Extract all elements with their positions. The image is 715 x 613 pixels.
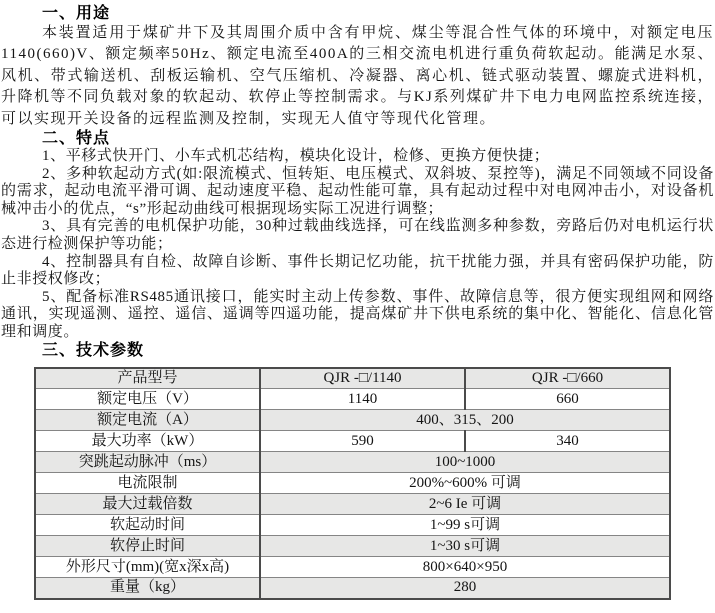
feature-item-2: 2、多种软起动方式(如:限流模式、恒转矩、电压模式、双斜坡、泵控等)，满足不同领域不同设备的需求，起动电流平滑可调、起动速度平稳、起动性能可靠，具有起动过程中对电网冲击小，对设备机械冲击小的优点，“s”形起动曲线可根据现场实际工况进行调整； <box>1 165 714 217</box>
spec-value: 200%~600% 可调 <box>260 473 670 494</box>
feature-item-3: 3、具有完善的电机保护功能，30种过载曲线选择，可在线监测多种参数，旁路后仍对电机运行状态进行检测保护等功能； <box>1 218 714 252</box>
spec-value: 100~1000 <box>260 452 670 473</box>
feature-item-1: 1、平移式快开门、小车式机芯结构，模块化设计，检修、更换方便快捷； <box>42 148 550 165</box>
spec-value: 800×640×950 <box>260 557 670 578</box>
specs-heading: 三、技术参数 <box>42 341 145 359</box>
spec-value: 660 <box>465 389 670 410</box>
spec-label: 最大功率（kW） <box>35 431 260 452</box>
spec-value: 1140 <box>260 389 465 410</box>
spec-row-rated-current <box>35 410 670 431</box>
spec-row-model <box>35 368 670 389</box>
spec-label: 最大过载倍数 <box>35 494 260 515</box>
spec-label: 重量（kg） <box>35 578 260 599</box>
spec-value: QJR -□/660 <box>465 368 670 389</box>
spec-row-max-overload <box>35 494 670 515</box>
spec-row-max-power <box>35 431 670 452</box>
specs-table <box>34 367 671 600</box>
spec-label: 额定电流（A） <box>35 410 260 431</box>
feature-item-4: 4、控制器具有自检、故障自诊断、事件长期记忆功能，抗干扰能力强，并具有密码保护功能，防止非授权修改； <box>1 253 714 288</box>
spec-label: 额定电压（V） <box>35 389 260 410</box>
feature-item-5: 5、配备标准RS485通讯接口，能实时主动上传参数、事件、故障信息等，很方便实现组网和网络通讯，实现遥测、遥控、遥信、遥调等四遥功能，提高煤矿井下供电系统的集中化、智能化、信息化管理和调度。 <box>1 288 714 340</box>
spec-value: 280 <box>260 578 670 599</box>
spec-label: 外形尺寸(mm)(宽x深x高) <box>35 557 260 578</box>
spec-label: 软停止时间 <box>35 536 260 557</box>
section-specs <box>1 342 714 600</box>
spec-row-kick-start-pulse <box>35 452 670 473</box>
spec-label: 突跳起动脉冲（ms） <box>35 452 260 473</box>
usage-paragraph: 本装置适用于煤矿井下及其周围介质中含有甲烷、煤尘等混合性气体的环境中，对额定电压1140(660)V、额定频率50Hz、额定电流至400A的三相交流电机进行重负荷软起动。能满足水泵、风机、带式输送机、刮板运输机、空气压缩机、冷凝器、离心机、链式驱动装置、螺旋式进料机，升降机等不同负载对象的软起动、软停止等控制需求。与KJ系列煤矿井下电力电网监控系统连接，可以实现开关设备的远程监测及控制，实现无人值守等现代化管理。 <box>1 25 714 127</box>
spec-value: 340 <box>465 431 670 452</box>
spec-row-soft-start-time <box>35 515 670 536</box>
spec-row-weight <box>35 578 670 599</box>
spec-value: 1~99 s可调 <box>260 515 670 536</box>
section-features <box>1 130 714 342</box>
spec-value: 1~30 s可调 <box>260 536 670 557</box>
spec-value: QJR -□/1140 <box>260 368 465 389</box>
spec-label: 产品型号 <box>35 368 260 389</box>
spec-value: 590 <box>260 431 465 452</box>
spec-row-current-limit <box>35 473 670 494</box>
spec-value: 400、315、200 <box>260 410 670 431</box>
features-heading: 二、特点 <box>42 130 111 148</box>
spec-row-dimensions <box>35 557 670 578</box>
spec-row-soft-stop-time <box>35 536 670 557</box>
spec-label: 电流限制 <box>35 473 260 494</box>
spec-label: 软起动时间 <box>35 515 260 536</box>
spec-value: 2~6 Ie 可调 <box>260 494 670 515</box>
section-usage <box>1 5 714 130</box>
spec-row-rated-voltage <box>35 389 670 410</box>
usage-heading: 一、用途 <box>42 5 111 22</box>
